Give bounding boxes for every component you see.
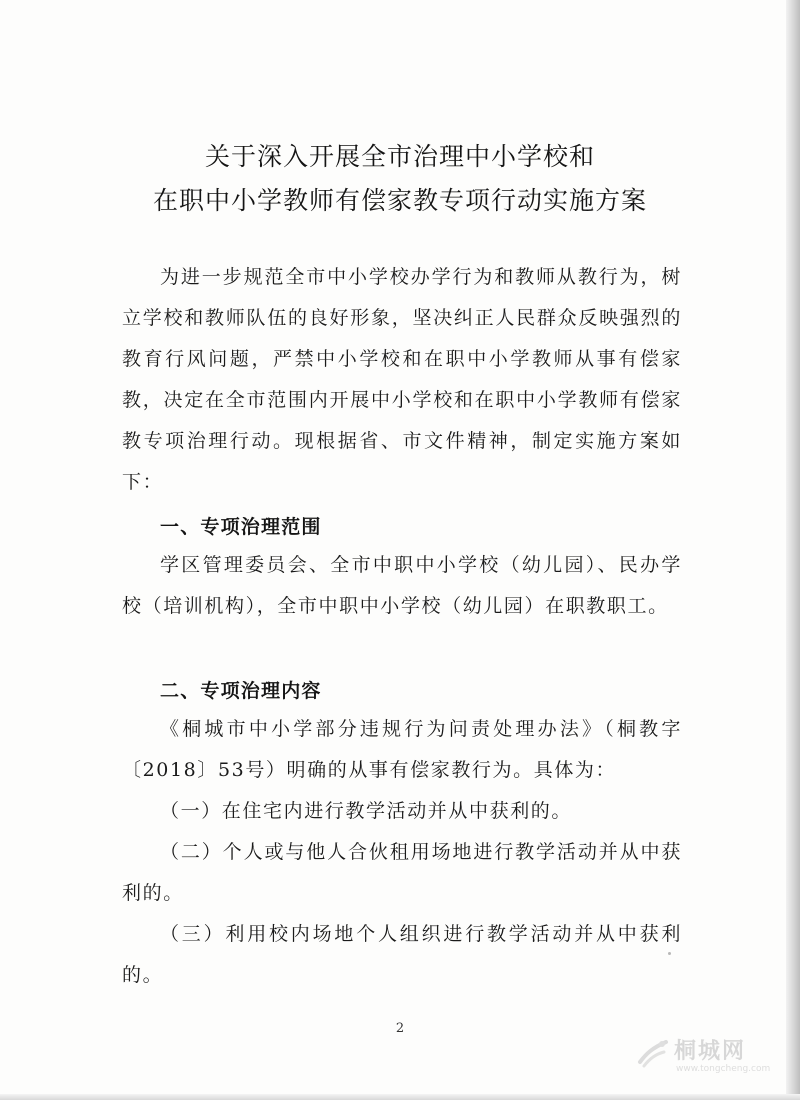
list-item-text: （一）在住宅内进行教学活动并从中获利的。 [160, 800, 573, 822]
page-number: 2 [395, 1021, 405, 1036]
section-2-heading: 二、专项治理内容 [160, 680, 322, 702]
document-title-line-2: 在职中小学教师有偿家教专项行动实施方案 [152, 186, 647, 215]
list-item-text: （二）个人或与他人合伙租用场地进行教学活动并从中获利的。 [122, 841, 682, 904]
scan-edge-right [786, 0, 800, 1100]
section-1-paragraph [122, 545, 682, 627]
document-title-line-1: 关于深入开展全市治理中小学校和 [204, 142, 595, 171]
list-item [122, 832, 682, 914]
intro-text: 为进一步规范全市中小学校办学行为和教师从教行为，树立学校和教师队伍的良好形象，坚决纠正人民群众反映强烈的教育行风问题，严禁中小学校和在职中小学教师从事有偿家教，决定在全市范围内开展中小学校和在职中小学教师有偿家教专项治理行动。现根据省、市文件精神，制定实施方案如下： [122, 266, 682, 493]
section-1-text: 学区管理委员会、全市中职中小学校（幼儿园）、民办学校（培训机构），全市中职中小学校（幼儿园）在职教职工。 [122, 554, 682, 617]
watermark-name: 桐城网 [674, 1039, 747, 1064]
section-1-heading: 一、专项治理范围 [160, 516, 322, 538]
section-2-paragraph [122, 709, 682, 791]
list-item-text: （三）利用校内场地个人组织进行教学活动并从中获利的。 [122, 923, 682, 986]
watermark [636, 1034, 771, 1090]
section-2-text: 《桐城市中小学部分违规行为问责处理办法》（桐教字〔2018〕53号）明确的从事有偿家教行为。具体为： [122, 718, 682, 781]
scan-speck [668, 952, 671, 955]
watermark-url: www.tongcheng.com [676, 1064, 771, 1074]
list-item [122, 791, 682, 832]
watermark-logo-icon [636, 1036, 670, 1070]
list-item [122, 914, 682, 996]
intro-paragraph [122, 257, 682, 503]
scan-edge-bottom [0, 1094, 800, 1100]
